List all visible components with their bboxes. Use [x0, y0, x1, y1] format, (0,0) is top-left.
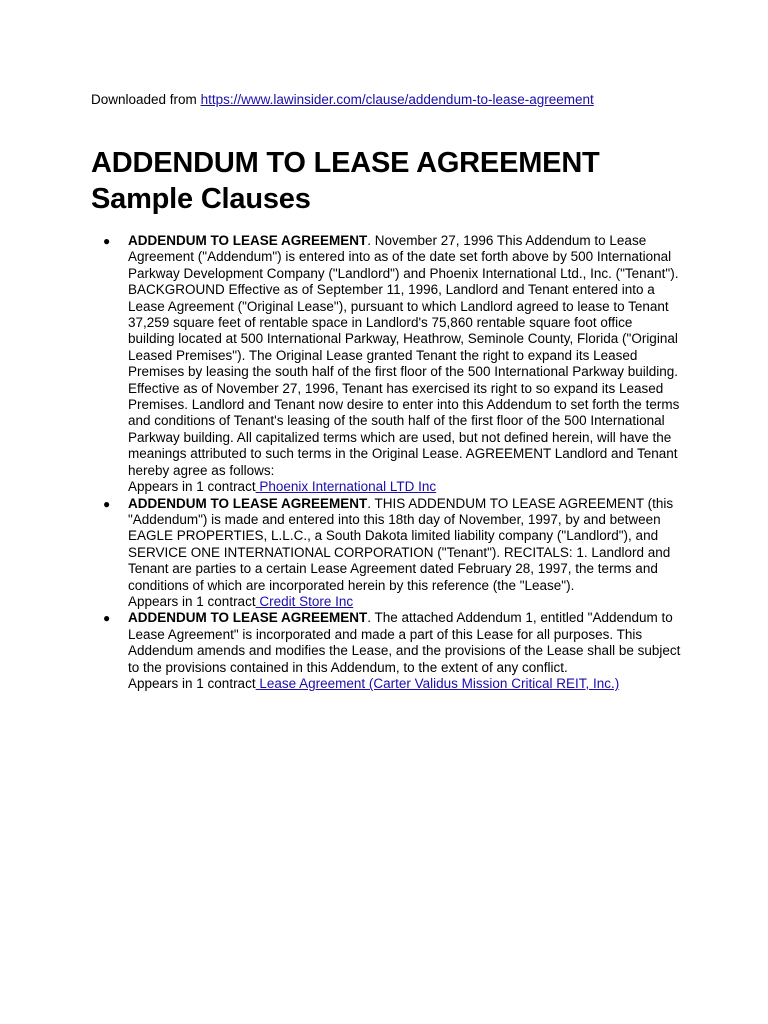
- clause-heading: ADDENDUM TO LEASE AGREEMENT: [128, 610, 368, 626]
- clause-item-1: [91, 233, 681, 496]
- appears-prefix: Appears in 1 contract: [128, 593, 256, 609]
- appears-in-line: [128, 594, 681, 610]
- clause-text: . November 27, 1996 This Addendum to Lease Agreement ("Addendum") is entered into as of the date set forth above by 500 International Parkway Development Company ("Landlord") and Phoenix International Ltd., Inc. ("Tenant"). BACKGROUND Effective as of September 11, 1996, Landlord and Tenant entered into a Lease Agreement ("Original Lease"), pursuant to which Landlord agreed to lease to Tenant 37,259 square feet of rentable space in Landlord's 75,860 rentable square foot office building located at 500 International Parkway, Heathrow, Seminole County, Florida ("Original Leased Premises"). The Original Lease granted Tenant the right to expand its Leased Premises by leasing the south half of the first floor of the 500 International Parkway building. Effective as of November 27, 1996, Tenant has exercised its right to so expand its Leased Premises. Landlord and Tenant now desire to enter into this Addendum to set forth the terms and conditions of Tenant's leasing of the south half of the first floor of the 500 International Parkway building. All capitalized terms which are used, but not defined herein, will have the meanings attributed to such terms in the Original Lease. AGREEMENT Landlord and Tenant hereby agree as follows:: [128, 233, 680, 478]
- page-title: [91, 145, 681, 217]
- contract-link[interactable]: Lease Agreement (Carter Validus Mission Critical REIT, Inc.): [255, 675, 620, 691]
- contract-link[interactable]: Credit Store Inc: [255, 593, 354, 609]
- appears-prefix: Appears in 1 contract: [128, 479, 256, 495]
- document-page: [91, 91, 681, 692]
- clause-item-3: [91, 610, 681, 692]
- clause-item-2: [91, 496, 681, 611]
- bullet-icon: ●: [103, 234, 111, 248]
- title-line-2: Sample Clauses: [91, 183, 311, 215]
- clause-text: . The attached Addendum 1, entitled "Addendum to Lease Agreement" is incorporated and made a part of this Lease for all purposes. This Addendum amends and modifies the Lease, and the provisions of the Lease shall be subject to the provisions contained in this Addendum, to the extent of any conflict.: [128, 610, 681, 675]
- download-prefix: Downloaded from: [91, 92, 201, 107]
- clause-heading: ADDENDUM TO LEASE AGREEMENT: [128, 233, 368, 248]
- contract-link[interactable]: Phoenix International LTD Inc: [255, 479, 437, 495]
- appears-prefix: Appears in 1 contract: [128, 675, 256, 691]
- appears-in-line: [128, 676, 681, 692]
- clause-list: [91, 233, 681, 692]
- download-source-line: [91, 91, 681, 109]
- source-url-link[interactable]: https://www.lawinsider.com/clause/addendum-to-lease-agreement: [200, 92, 594, 107]
- clause-heading: ADDENDUM TO LEASE AGREEMENT: [128, 495, 368, 511]
- clause-text: . THIS ADDENDUM TO LEASE AGREEMENT (this "Addendum") is made and entered into this 18th day of November, 1997, by and between EAGLE PROPERTIES, L.L.C., a South Dakota limited liability company ("Landlord"), and SERVICE ONE INTERNATIONAL CORPORATION ("Tenant"). RECITALS: 1. Landlord and Tenant are parties to a certain Lease Agreement dated February 28, 1997, the terms and conditions of which are incorporated herein by this reference (the "Lease").: [128, 495, 674, 593]
- bullet-icon: ●: [103, 611, 111, 626]
- title-line-1: ADDENDUM TO LEASE AGREEMENT: [91, 147, 600, 179]
- appears-in-line: [128, 479, 681, 495]
- bullet-icon: ●: [103, 496, 111, 511]
